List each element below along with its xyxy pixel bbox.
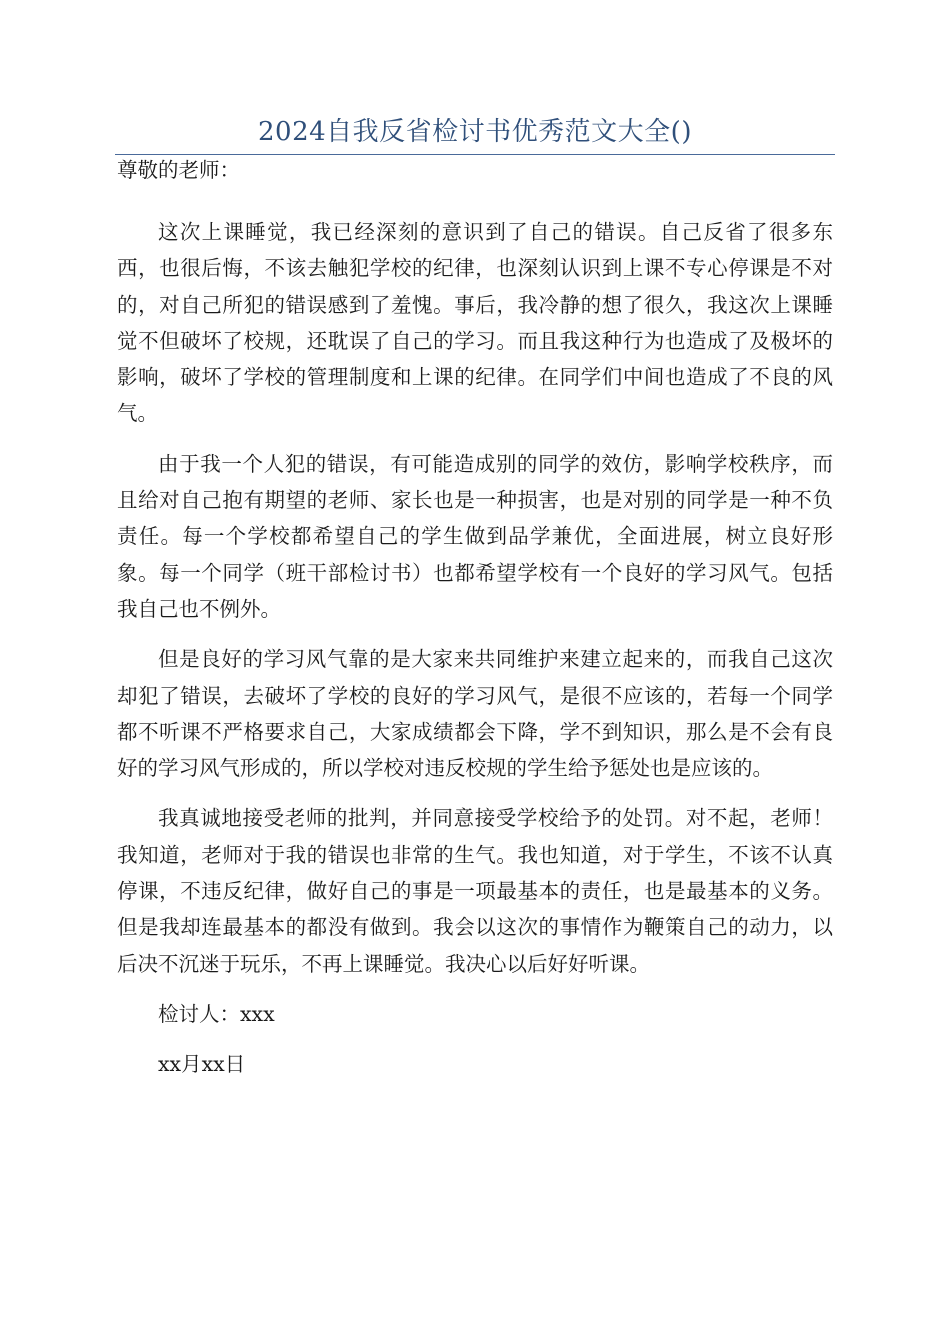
- signature: 检讨人：xxx: [158, 1001, 275, 1026]
- document-title: 2024自我反省检讨书优秀范文大全(): [258, 117, 692, 147]
- paragraph-4: 我真诚地接受老师的批判，并同意接受学校给予的处罚。对不起，老师！我知道，老师对于我的错误也非常的生气。我也知道，对于学生，不该不认真停课，不违反纪律，做好自己的事是一项最基本的责任，也是最基本的义务。但是我却连最基本的都没有做到。我会以这次的事情作为鞭策自己的动力，以后决不沉迷于玩乐，不再上课睡觉。我决心以后好好听课。: [117, 806, 833, 976]
- date: xx月xx日: [158, 1052, 246, 1077]
- paragraph-2: 由于我一个人犯的错误，有可能造成别的同学的效仿，影响学校秩序，而且给对自己抱有期望的老师、家长也是一种损害，也是对别的同学是一种不负责任。每一个学校都希望自己的学生做到品学兼优，全面进展，树立良好形象。每一个同学（班干部检讨书）也都希望学校有一个良好的学习风气。包括我自己也不例外。: [117, 451, 833, 621]
- salutation: 尊敬的老师：: [117, 158, 240, 182]
- paragraph-3: 但是良好的学习风气靠的是大家来共同维护来建立起来的，而我自己这次却犯了错误，去破坏了学校的良好的学习风气，是很不应该的，若每一个同学都不听课不严格要求自己，大家成绩都会下降，学不到知识，那么是不会有良好的学习风气形成的，所以学校对违反校规的学生给予惩处也是应该的。: [117, 647, 833, 781]
- document-body: [117, 150, 833, 1083]
- paragraph-1: 这次上课睡觉，我已经深刻的意识到了自己的错误。自己反省了很多东西，也很后悔，不该去触犯学校的纪律，也深刻认识到上课不专心停课是不对的，对自己所犯的错误感到了羞愧。事后，我冷静的想了很久，我这次上课睡觉不但破坏了校规，还耽误了自己的学习。而且我这种行为也造成了及极坏的影响，破坏了学校的管理制度和上课的纪律。在同学们中间也造成了不良的风气。: [117, 220, 833, 426]
